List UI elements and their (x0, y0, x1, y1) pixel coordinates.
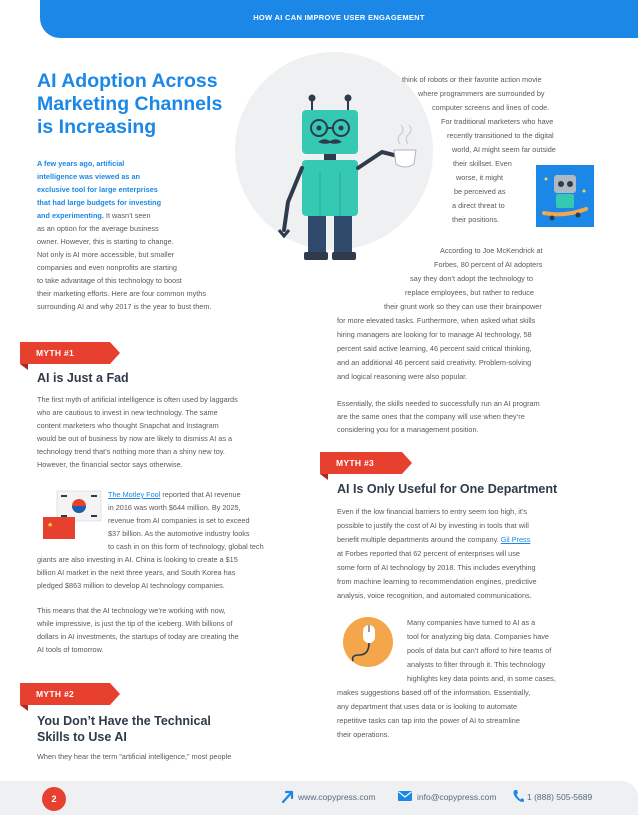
body-line: from machine learning to recommendation engines, predictive (337, 577, 537, 586)
body-line: recently transitioned to the digital (447, 131, 554, 140)
myth-1-heading: AI is Just a Fad (37, 371, 129, 385)
myth-2-heading (37, 713, 211, 745)
body-span: benefit multiple departments around the company. (337, 535, 499, 544)
body-line: Forbes, 80 percent of AI adopters (434, 260, 543, 269)
intro-line: that had large budgets for investing (37, 198, 162, 207)
body-line: be perceived as (454, 187, 506, 196)
body-line: where programmers are surrounded by (418, 89, 545, 98)
mouse-illustration (337, 613, 399, 671)
body-line: Essentially, the skills needed to successfully run an AI program (337, 399, 540, 408)
body-line: analysis, voice recognition, and automated communications. (337, 591, 532, 600)
body-line: their operations. (337, 730, 390, 739)
motley-fool-link[interactable]: The Motley Fool (108, 490, 161, 499)
body-line: repetitive tasks can tap into the power of AI to streamline (337, 716, 520, 725)
myth-1-tag: MYTH #1 (20, 342, 110, 364)
title-line: Marketing Channels (37, 93, 223, 115)
body-line: to cash in on this form of technology, global tech (108, 542, 264, 551)
body-line: for more elevated tasks. Furthermore, when asked what skills (337, 316, 536, 325)
header-title: HOW AI CAN IMPROVE USER ENGAGEMENT (253, 13, 425, 22)
footer-website-link[interactable]: www.copypress.com (298, 792, 376, 802)
body-line: This means that the AI technology we’re working with now, (37, 606, 226, 615)
body-line: hiring managers are looking for to manage AI technology, 58 (337, 330, 532, 339)
body-line: computer screens and lines of code. (432, 103, 550, 112)
intro-bold-span: and experimenting. (37, 211, 104, 220)
body-line: content marketers who thought Snapchat and Instagram (37, 421, 219, 430)
intro-line: intelligence was viewed as an (37, 172, 141, 181)
body-line: makes suggestions based off of the information. Essentially, (337, 688, 531, 697)
skateboard-robot-illustration (536, 165, 594, 227)
svg-text:★: ★ (47, 521, 54, 529)
body-line: are the same ones that the company will use when they’re (337, 412, 525, 421)
body-line: replace employees, but rather to reduce (405, 288, 534, 297)
intro-line (37, 209, 151, 222)
body-line: some form of AI technology by 2018. This includes everything (337, 563, 536, 572)
body-line: and logical reasoning were also popular. (337, 372, 468, 381)
body-line (337, 533, 530, 546)
intro-span: It wasn’t seen (103, 211, 151, 220)
body-line: percent said active learning, 46 percent said critical thinking, (337, 344, 532, 353)
body-line: technology trend that’s nothing more than a shiny new toy. (37, 447, 225, 456)
body-line: would be out of business by now are likely to dismiss AI as a (37, 434, 233, 443)
title-line: AI Adoption Across (37, 70, 218, 92)
intro-line: companies and even nonprofits are starting (37, 263, 177, 272)
body-line: tool for analyzing big data. Companies have (407, 632, 549, 641)
body-line: in 2016 was worth $644 million. By 2025, (108, 503, 241, 512)
body-line: Even if the low financial barriers to entry seem too high, it’s (337, 507, 528, 516)
body-line: The first myth of artificial intelligence is often used by laggards (37, 395, 238, 404)
body-line (108, 488, 241, 501)
body-line: pools of data but can’t afford to hire teams of (407, 646, 552, 655)
body-line: However, the financial sector says otherwise. (37, 460, 183, 469)
heading-line: You Don’t Have the Technical (37, 714, 211, 728)
body-line: billion AI market in the next three years, and South Korea has (37, 568, 236, 577)
footer-email-link[interactable]: info@copypress.com (417, 792, 497, 802)
myth-3-tag: MYTH #3 (320, 452, 402, 474)
intro-line: owner. However, this is starting to change. (37, 237, 174, 246)
body-line: world, AI might seem far outside (452, 145, 556, 154)
body-line: at Forbes reported that 62 percent of enterprises will use (337, 549, 520, 558)
body-line: revenue from AI companies is set to exceed (108, 516, 250, 525)
body-line: their skillset. Even (453, 159, 512, 168)
flags-illustration (37, 487, 103, 545)
phone-icon (512, 789, 524, 803)
intro-line: A few years ago, artificial (37, 159, 125, 168)
intro-line: surrounding AI and why 2017 is the year to bust them. (37, 302, 212, 311)
myth-3-heading: AI Is Only Useful for One Department (337, 482, 558, 496)
body-line: their grunt work so they can use their brainpower (384, 302, 542, 311)
link-arrow-icon (282, 789, 294, 803)
body-line: worse, it might (456, 173, 504, 182)
body-line: Many companies have turned to AI as a (407, 618, 536, 627)
myth-2-tag: MYTH #2 (20, 683, 110, 705)
intro-line: exclusive tool for large enterprises (37, 185, 158, 194)
header-banner (40, 0, 638, 38)
body-line: giants are also investing in AI. China is looking to create a $15 (37, 555, 238, 564)
body-line: $37 billion. As the automotive industry looks (108, 529, 250, 538)
gil-press-link[interactable]: Gil Press (500, 535, 531, 544)
intro-line: Not only is AI more accessible, but smaller (37, 250, 175, 259)
page-number: 2 (42, 787, 66, 811)
footer-phone: 1 (888) 505-5689 (527, 792, 593, 802)
intro-line: to take advantage of this technology to boost (37, 276, 182, 285)
body-line: while impressive, is just the tip of the iceberg. With billions of (37, 619, 233, 628)
body-line: analysts to filter through it. This technology (407, 660, 546, 669)
intro-line: their marketing efforts. Here are four common myths (37, 289, 206, 298)
body-line: their positions. (452, 215, 500, 224)
body-span: reported that AI revenue (160, 490, 241, 499)
body-line: highlights key data points and, in some cases, (407, 674, 556, 683)
myth-2-paragraph: When they hear the term “artificial intelligence,” most people (37, 752, 232, 761)
body-line: possible to justify the cost of AI by investing in tools that will (337, 521, 529, 530)
body-line: a direct threat to (452, 201, 505, 210)
body-line: think of robots or their favorite action movie (402, 75, 542, 84)
body-line: AI tools of tomorrow. (37, 645, 104, 654)
body-line: According to Joe McKendrick at (440, 246, 543, 255)
page-title (37, 70, 247, 139)
body-line: considering you for a management position. (337, 425, 479, 434)
body-line: pledged $863 million to develop AI technology companies. (37, 581, 225, 590)
body-line: and an additional 46 percent said creativity. Problem-solving (337, 358, 532, 367)
body-line: who are cautious to invest in new technology. The same (37, 408, 218, 417)
email-icon (398, 791, 412, 801)
body-line: any department that uses data or is looking to automate (337, 702, 518, 711)
intro-line: as an option for the average business (37, 224, 159, 233)
title-line: is Increasing (37, 116, 157, 138)
body-line: dollars in AI investments, the startups of today are creating the (37, 632, 239, 641)
body-line: say they don’t adopt the technology to (410, 274, 533, 283)
robot-illustration (270, 92, 430, 264)
heading-line: Skills to Use AI (37, 730, 127, 744)
body-line: For traditional marketers who have (441, 117, 554, 126)
